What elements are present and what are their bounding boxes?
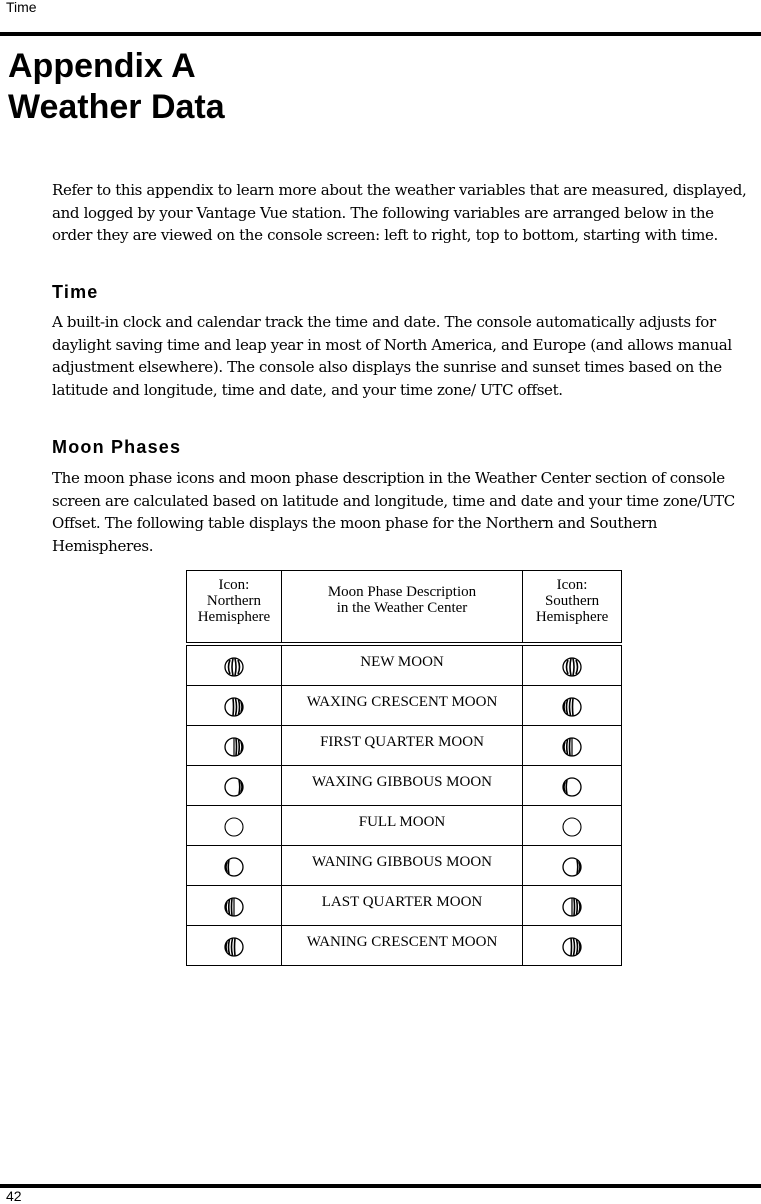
moon-phase-label: WAXING GIBBOUS MOON xyxy=(312,774,492,790)
waning-gibbous-icon xyxy=(187,766,282,806)
table-row xyxy=(187,644,622,686)
table-row xyxy=(187,806,622,846)
moon-phase-description xyxy=(281,886,522,926)
waxing-crescent-icon xyxy=(523,686,622,726)
table-row xyxy=(187,766,622,806)
waxing-gibbous-icon xyxy=(187,846,282,886)
header-southern-line-1: Icon: xyxy=(556,577,588,593)
waning-crescent-icon xyxy=(523,926,622,966)
table-row xyxy=(187,686,622,726)
moon-phase-description xyxy=(281,806,522,846)
moon-phases-section-paragraph: The moon phase icons and moon phase description in the Weather Center section of console screen are calculated based on latitude and longitude, time and date and your time zone/UTC Offset. The following table displays the moon phase for the Northern and Southern Hemispheres. xyxy=(52,469,735,555)
waxing-crescent-icon xyxy=(187,926,282,966)
moon-phase-label: WANING GIBBOUS MOON xyxy=(312,854,492,870)
header-southern-line-3: Hemisphere xyxy=(535,609,609,625)
moon-phase-description xyxy=(281,644,522,686)
header-southern-line-2: Southern xyxy=(544,593,600,609)
moon-phase-label: LAST QUARTER MOON xyxy=(321,894,483,910)
first-quarter-icon xyxy=(523,726,622,766)
moon-phase-rows xyxy=(187,644,622,966)
intro-paragraph: Refer to this appendix to learn more about the weather variables that are measured, displayed, and logged by your Vantage Vue station. The following variables are arranged below in the order they are viewed on the console screen: left to right, top to bottom, starting with time. xyxy=(52,181,747,244)
chapter-title xyxy=(8,46,225,128)
waning-crescent-icon xyxy=(187,686,282,726)
last-quarter-icon xyxy=(523,886,622,926)
header-northern-line-2: Northern xyxy=(206,593,262,609)
moon-phase-description xyxy=(281,846,522,886)
new-moon-icon xyxy=(187,644,282,686)
footer-rule xyxy=(0,1184,761,1188)
table-row xyxy=(187,846,622,886)
header-description xyxy=(281,571,522,645)
time-section-heading: Time xyxy=(52,282,99,302)
moon-phase-description xyxy=(281,766,522,806)
moon-phases-section-heading: Moon Phases xyxy=(52,437,182,457)
last-quarter-icon xyxy=(187,726,282,766)
chapter-title-line-1: Appendix A xyxy=(8,47,196,85)
header-rule xyxy=(0,32,761,36)
table-row xyxy=(187,926,622,966)
header-northern-icon xyxy=(187,571,282,645)
page-number: 42 xyxy=(6,1188,22,1204)
first-quarter-icon xyxy=(187,886,282,926)
header-description-line-2: in the Weather Center xyxy=(336,600,468,616)
header-northern-line-1: Icon: xyxy=(218,577,250,593)
moon-phase-table xyxy=(186,570,622,966)
header-description-line-1: Moon Phase Description xyxy=(327,584,477,600)
moon-phase-label: WAXING CRESCENT MOON xyxy=(306,694,498,710)
new-moon-icon xyxy=(523,644,622,686)
header-northern-line-3: Hemisphere xyxy=(197,609,271,625)
moon-phase-label: FULL MOON xyxy=(358,814,446,830)
running-header-title: Time xyxy=(6,0,37,15)
moon-phase-description xyxy=(281,926,522,966)
moon-phase-label: NEW MOON xyxy=(360,654,444,670)
waxing-gibbous-icon xyxy=(523,766,622,806)
table-row xyxy=(187,886,622,926)
table-header-row xyxy=(187,571,622,645)
moon-phase-description xyxy=(281,686,522,726)
moon-phase-label: FIRST QUARTER MOON xyxy=(320,734,484,750)
table-row xyxy=(187,726,622,766)
header-southern-icon xyxy=(523,571,622,645)
full-moon-icon xyxy=(187,806,282,846)
moon-phase-description xyxy=(281,726,522,766)
waning-gibbous-icon xyxy=(523,846,622,886)
time-section-paragraph: A built-in clock and calendar track the time and date. The console automatically adjusts for daylight saving time and leap year in most of North America, and Europe (and allows manual adjustment elsewhere). The console also displays the sunrise and sunset times based on the latitude and longitude, time and date, and your time zone/ UTC offset. xyxy=(52,313,732,399)
full-moon-icon xyxy=(523,806,622,846)
moon-phase-label: WANING CRESCENT MOON xyxy=(306,934,498,950)
chapter-title-line-2: Weather Data xyxy=(8,88,225,126)
